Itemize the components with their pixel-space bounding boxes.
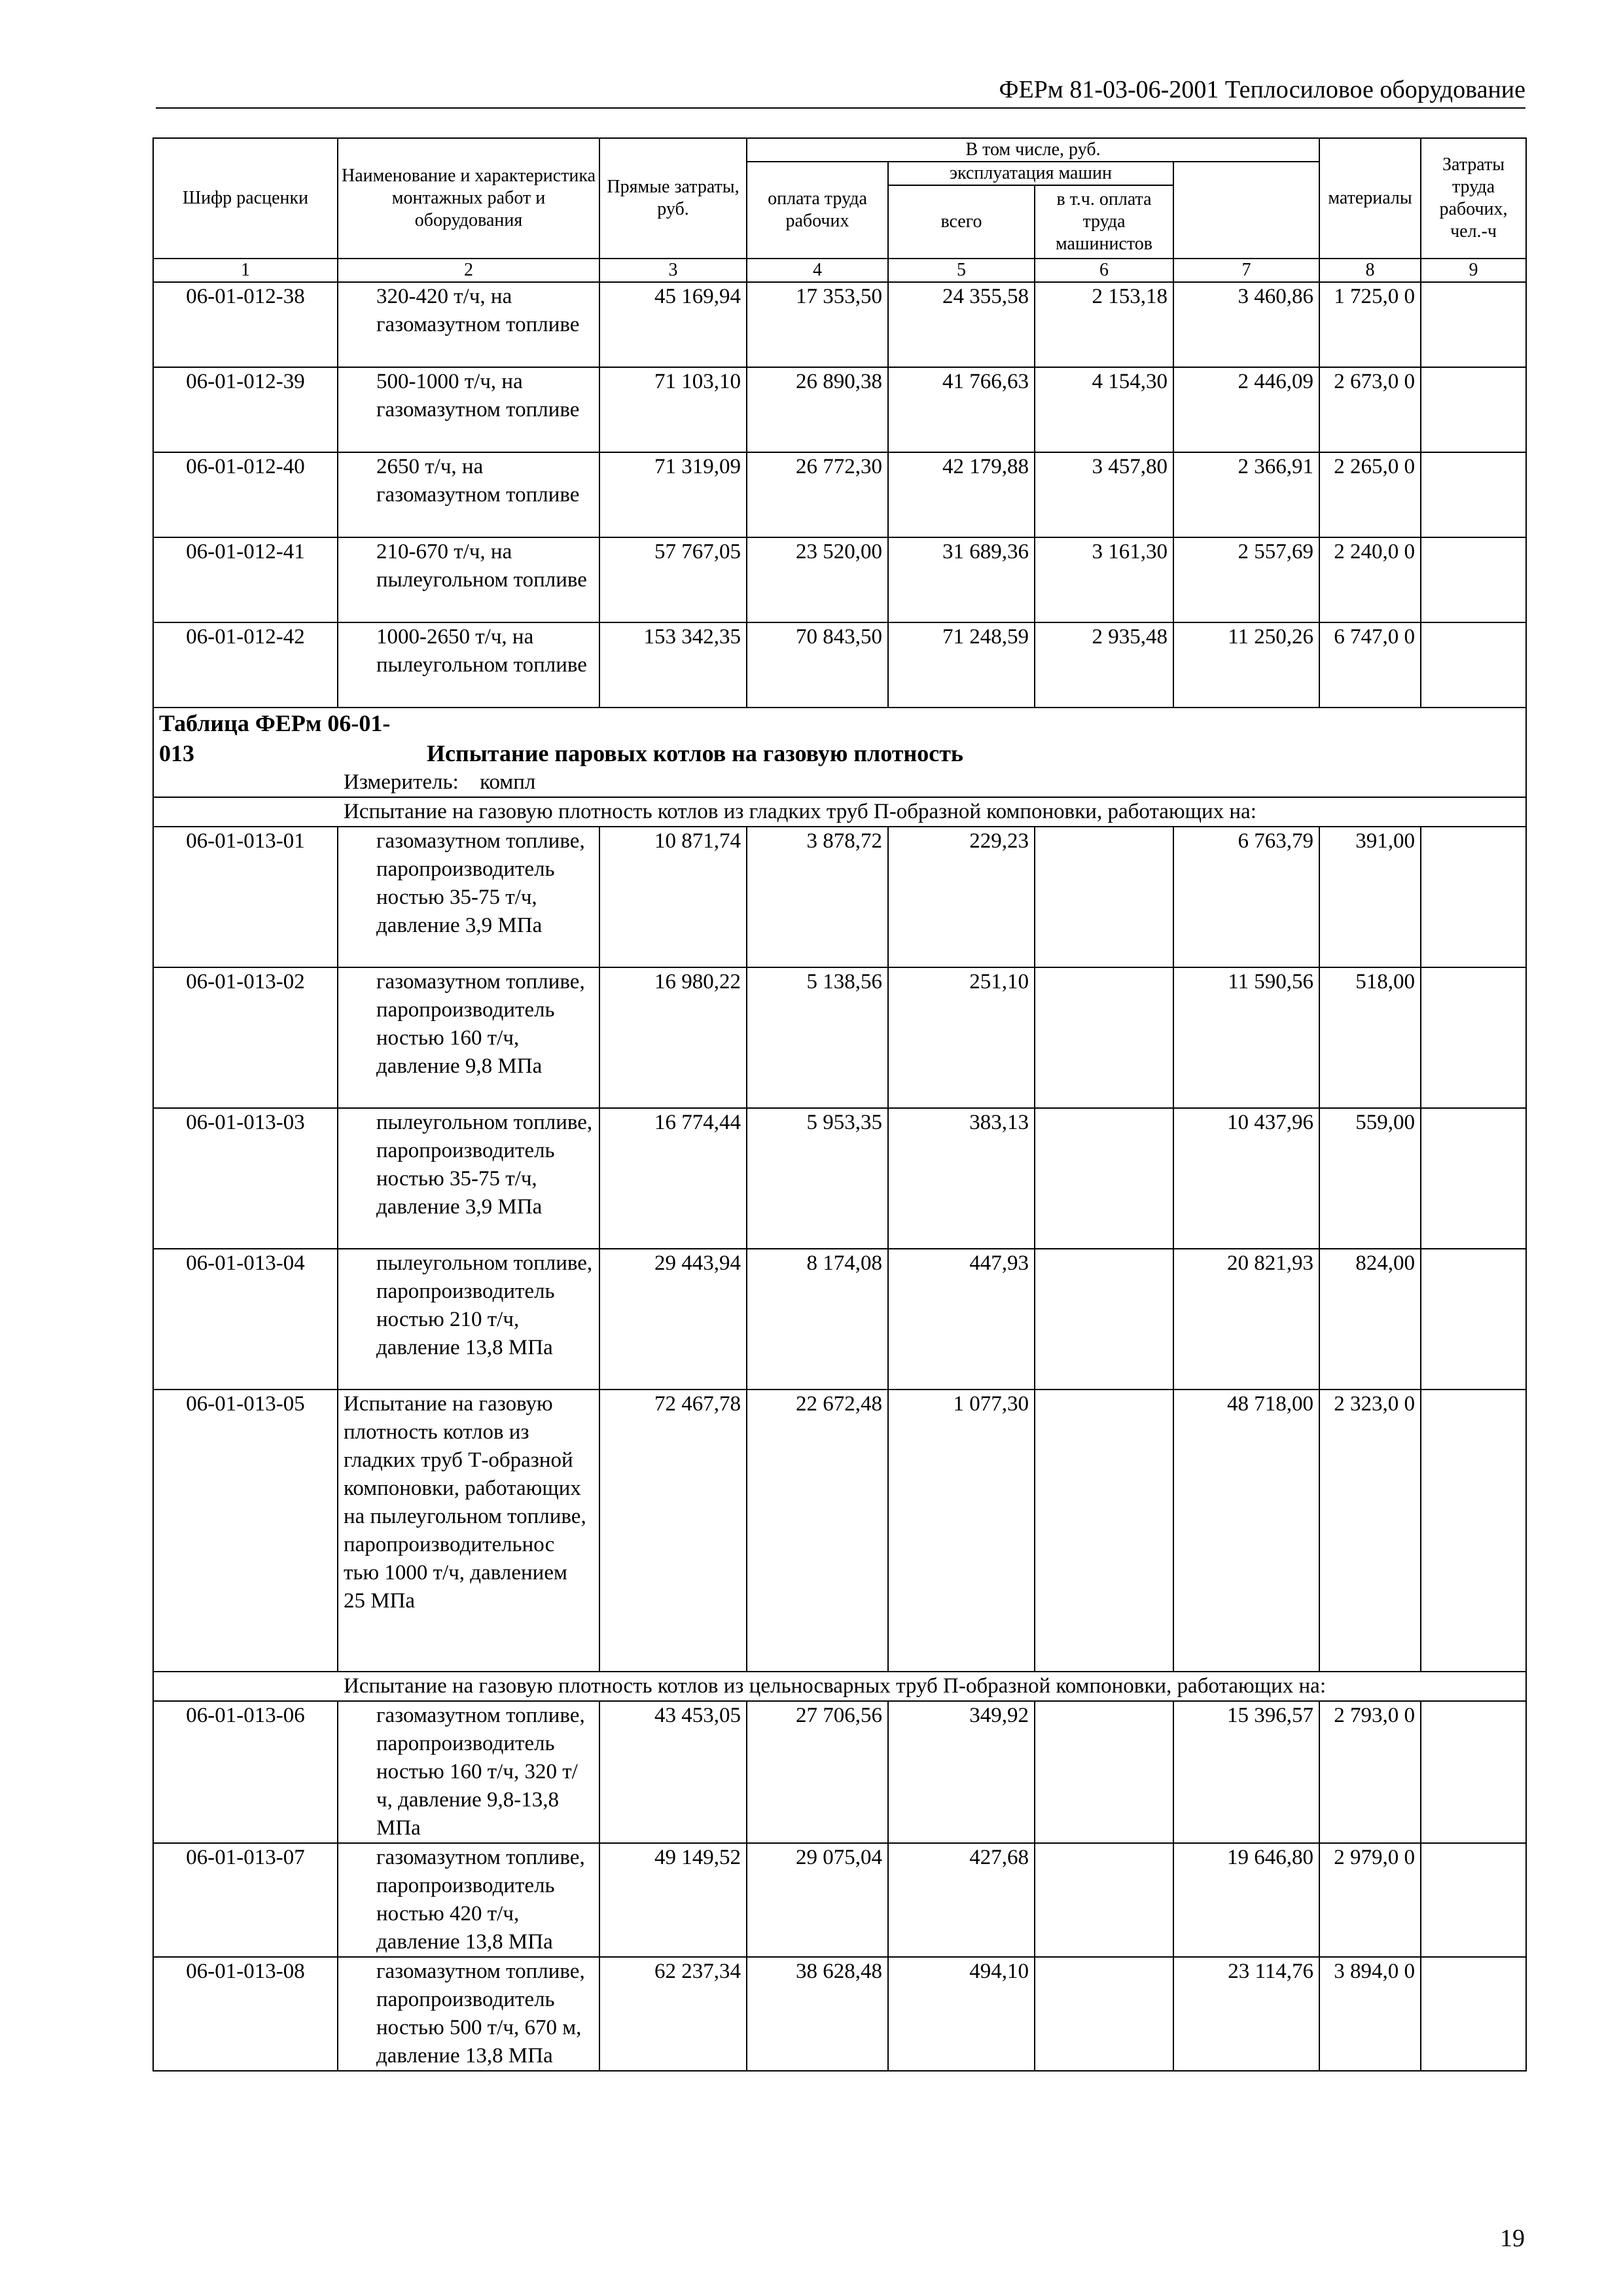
col-number: 7 bbox=[1173, 259, 1319, 282]
rate-code-cell: 06-01-013-07 bbox=[153, 1843, 338, 1957]
col-incl-header: В том числе, руб. bbox=[747, 138, 1319, 162]
wages-cell: 70 843,50 bbox=[747, 622, 888, 708]
direct-cost-cell: 71 319,09 bbox=[599, 452, 747, 537]
col-wages-header: оплата труда рабочих bbox=[747, 162, 888, 259]
machinist-wages-cell bbox=[1035, 1701, 1173, 1843]
rate-code-cell: 06-01-013-01 bbox=[153, 827, 338, 967]
rate-code-cell: 06-01-012-42 bbox=[153, 622, 338, 708]
mass-cell bbox=[1421, 537, 1526, 622]
materials-cell: 6 763,79 bbox=[1173, 827, 1319, 967]
labor-cell: 2 240,0 0 bbox=[1319, 537, 1421, 622]
mass-cell bbox=[1421, 967, 1526, 1108]
col-direct-header: Прямые затраты, руб. bbox=[599, 138, 747, 259]
direct-cost-cell: 16 980,22 bbox=[599, 967, 747, 1108]
meter-row bbox=[153, 768, 1526, 797]
col-code-header: Шифр расценки bbox=[153, 138, 338, 259]
machines-total-cell: 349,92 bbox=[888, 1701, 1035, 1843]
work-name-cell: газомазутном топливе, паропроизводитель ностью 160 т/ч, 320 т/ч, давление 9,8-13,8 МПа bbox=[338, 1701, 599, 1843]
machinist-wages-cell bbox=[1035, 1843, 1173, 1957]
work-name-cell: 500-1000 т/ч, на газомазутном топливе bbox=[338, 367, 599, 452]
table-row bbox=[153, 452, 1526, 537]
mass-cell bbox=[1421, 1957, 1526, 2071]
col-machines-header: эксплуатация машин bbox=[888, 162, 1173, 185]
direct-cost-cell: 45 169,94 bbox=[599, 282, 747, 367]
machinist-wages-cell: 3 457,80 bbox=[1035, 452, 1173, 537]
machines-total-cell: 251,10 bbox=[888, 967, 1035, 1108]
materials-cell: 20 821,93 bbox=[1173, 1249, 1319, 1390]
mass-cell bbox=[1421, 1701, 1526, 1843]
materials-cell: 10 437,96 bbox=[1173, 1108, 1319, 1249]
labor-cell: 824,00 bbox=[1319, 1249, 1421, 1390]
mass-cell bbox=[1421, 452, 1526, 537]
rate-code-cell: 06-01-013-06 bbox=[153, 1701, 338, 1843]
col-number: 3 bbox=[599, 259, 747, 282]
machinist-wages-cell bbox=[1035, 1249, 1173, 1390]
rate-code-cell: 06-01-013-04 bbox=[153, 1249, 338, 1390]
table-row bbox=[153, 1249, 1526, 1390]
mass-cell bbox=[1421, 827, 1526, 967]
work-name-cell: 320-420 т/ч, на газомазутном топливе bbox=[338, 282, 599, 367]
group-heading: Испытание на газовую плотность котлов из гладких труб П-образной компоновки, работающих на: bbox=[153, 797, 1526, 827]
table-row bbox=[153, 1390, 1526, 1672]
mass-cell bbox=[1421, 1249, 1526, 1390]
materials-cell: 48 718,00 bbox=[1173, 1390, 1319, 1672]
mass-cell bbox=[1421, 1390, 1526, 1672]
direct-cost-cell: 43 453,05 bbox=[599, 1701, 747, 1843]
direct-cost-cell: 10 871,74 bbox=[599, 827, 747, 967]
labor-cell: 1 725,0 0 bbox=[1319, 282, 1421, 367]
machines-total-cell: 447,93 bbox=[888, 1249, 1035, 1390]
col-machinist-header: в т.ч. оплата труда машинистов bbox=[1035, 185, 1173, 259]
labor-cell: 2 673,0 0 bbox=[1319, 367, 1421, 452]
materials-cell: 19 646,80 bbox=[1173, 1843, 1319, 1957]
labor-cell: 3 894,0 0 bbox=[1319, 1957, 1421, 2071]
materials-cell: 11 250,26 bbox=[1173, 622, 1319, 708]
machinist-wages-cell bbox=[1035, 1957, 1173, 2071]
machinist-wages-cell: 4 154,30 bbox=[1035, 367, 1173, 452]
machinist-wages-cell bbox=[1035, 1390, 1173, 1672]
labor-cell: 2 265,0 0 bbox=[1319, 452, 1421, 537]
rate-code-cell: 06-01-012-38 bbox=[153, 282, 338, 367]
materials-cell: 2 446,09 bbox=[1173, 367, 1319, 452]
mass-cell bbox=[1421, 622, 1526, 708]
machines-total-cell: 42 179,88 bbox=[888, 452, 1035, 537]
materials-cell: 11 590,56 bbox=[1173, 967, 1319, 1108]
direct-cost-cell: 29 443,94 bbox=[599, 1249, 747, 1390]
mass-cell bbox=[1421, 1843, 1526, 1957]
work-name-cell: 210-670 т/ч, на пылеугольном топливе bbox=[338, 537, 599, 622]
labor-cell: 6 747,0 0 bbox=[1319, 622, 1421, 708]
direct-cost-cell: 16 774,44 bbox=[599, 1108, 747, 1249]
wages-cell: 27 706,56 bbox=[747, 1701, 888, 1843]
wages-cell: 22 672,48 bbox=[747, 1390, 888, 1672]
direct-cost-cell: 57 767,05 bbox=[599, 537, 747, 622]
labor-cell: 559,00 bbox=[1319, 1108, 1421, 1249]
col-total-header: всего bbox=[888, 185, 1035, 259]
work-name-cell: пылеугольном топливе, паропроизводитель ностью 210 т/ч, давление 13,8 МПа bbox=[338, 1249, 599, 1390]
table-row bbox=[153, 1108, 1526, 1249]
wages-cell: 26 890,38 bbox=[747, 367, 888, 452]
machinist-wages-cell bbox=[1035, 967, 1173, 1108]
machines-total-cell: 1 077,30 bbox=[888, 1390, 1035, 1672]
wages-cell: 3 878,72 bbox=[747, 827, 888, 967]
rate-code-cell: 06-01-012-41 bbox=[153, 537, 338, 622]
machines-total-cell: 494,10 bbox=[888, 1957, 1035, 2071]
wages-cell: 38 628,48 bbox=[747, 1957, 888, 2071]
work-name-cell: 2650 т/ч, на газомазутном топливе bbox=[338, 452, 599, 537]
table-row bbox=[153, 967, 1526, 1108]
materials-cell: 3 460,86 bbox=[1173, 282, 1319, 367]
rate-code-cell: 06-01-012-40 bbox=[153, 452, 338, 537]
rate-code-cell: 06-01-013-08 bbox=[153, 1957, 338, 2071]
work-name-cell: пылеугольном топливе, паропроизводитель ностью 35-75 т/ч, давление 3,9 МПа bbox=[338, 1108, 599, 1249]
wages-cell: 23 520,00 bbox=[747, 537, 888, 622]
wages-cell: 26 772,30 bbox=[747, 452, 888, 537]
mass-cell bbox=[1421, 282, 1526, 367]
machinist-wages-cell: 3 161,30 bbox=[1035, 537, 1173, 622]
col-number: 6 bbox=[1035, 259, 1173, 282]
machinist-wages-cell bbox=[1035, 827, 1173, 967]
direct-cost-cell: 62 237,34 bbox=[599, 1957, 747, 2071]
machines-total-cell: 31 689,36 bbox=[888, 537, 1035, 622]
machines-total-cell: 427,68 bbox=[888, 1843, 1035, 1957]
rate-code-cell: 06-01-012-39 bbox=[153, 367, 338, 452]
table-title bbox=[153, 708, 1526, 768]
table-row bbox=[153, 1701, 1526, 1843]
materials-cell: 2 557,69 bbox=[1173, 537, 1319, 622]
labor-cell: 391,00 bbox=[1319, 827, 1421, 967]
table-row bbox=[153, 827, 1526, 967]
wages-cell: 17 353,50 bbox=[747, 282, 888, 367]
meter-unit: компл bbox=[480, 770, 536, 794]
col-number: 1 bbox=[153, 259, 338, 282]
table-row bbox=[153, 282, 1526, 367]
col-number: 4 bbox=[747, 259, 888, 282]
col-number: 8 bbox=[1319, 259, 1421, 282]
col-name-header: Наименование и характеристика монтажных работ и оборудования bbox=[338, 138, 599, 259]
col-labor-header: Затраты труда рабочих, чел.-ч bbox=[1421, 138, 1526, 259]
direct-cost-cell: 72 467,78 bbox=[599, 1390, 747, 1672]
table-row bbox=[153, 622, 1526, 708]
meter-label: Измеритель: bbox=[344, 770, 459, 794]
group-heading: Испытание на газовую плотность котлов из цельносварных труб П-образной компоновки, работающих на: bbox=[153, 1672, 1526, 1701]
table-row bbox=[153, 367, 1526, 452]
running-header: ФЕРм 81-03-06-2001 Теплосиловое оборудование bbox=[156, 72, 1525, 109]
work-name-cell: газомазутном топливе, паропроизводитель ностью 500 т/ч, 670 м, давление 13,8 МПа bbox=[338, 1957, 599, 2071]
wages-cell: 5 953,35 bbox=[747, 1108, 888, 1249]
machines-total-cell: 24 355,58 bbox=[888, 282, 1035, 367]
machines-total-cell: 383,13 bbox=[888, 1108, 1035, 1249]
machinist-wages-cell bbox=[1035, 1108, 1173, 1249]
labor-cell: 2 979,0 0 bbox=[1319, 1843, 1421, 1957]
col-number: 2 bbox=[338, 259, 599, 282]
mass-cell bbox=[1421, 1108, 1526, 1249]
work-name-cell: газомазутном топливе, паропроизводитель ностью 420 т/ч, давление 13,8 МПа bbox=[338, 1843, 599, 1957]
rate-code-cell: 06-01-013-02 bbox=[153, 967, 338, 1108]
wages-cell: 5 138,56 bbox=[747, 967, 888, 1108]
machines-total-cell: 41 766,63 bbox=[888, 367, 1035, 452]
machinist-wages-cell: 2 935,48 bbox=[1035, 622, 1173, 708]
col-materials-header: материалы bbox=[1319, 138, 1421, 259]
wages-cell: 29 075,04 bbox=[747, 1843, 888, 1957]
materials-cell: 23 114,76 bbox=[1173, 1957, 1319, 2071]
materials-cell: 2 366,91 bbox=[1173, 452, 1319, 537]
labor-cell: 518,00 bbox=[1319, 967, 1421, 1108]
price-table bbox=[152, 137, 1527, 2072]
table-heading: Испытание паровых котлов на газовую плотность bbox=[427, 740, 963, 766]
direct-cost-cell: 153 342,35 bbox=[599, 622, 747, 708]
col-number: 9 bbox=[1421, 259, 1526, 282]
labor-cell: 2 323,0 0 bbox=[1319, 1390, 1421, 1672]
direct-cost-cell: 71 103,10 bbox=[599, 367, 747, 452]
col-number: 5 bbox=[888, 259, 1035, 282]
work-name-cell: 1000-2650 т/ч, на пылеугольном топливе bbox=[338, 622, 599, 708]
labor-cell: 2 793,0 0 bbox=[1319, 1701, 1421, 1843]
table-row bbox=[153, 537, 1526, 622]
machines-total-cell: 71 248,59 bbox=[888, 622, 1035, 708]
mass-cell bbox=[1421, 367, 1526, 452]
work-name-cell: Испытание на газовую плотность котлов из гладких труб Т-образной компоновки, работающих на пылеугольном топливе, паропроизводительнос тью 1000 т/ч, давлением 25 МПа bbox=[338, 1390, 599, 1672]
table-row bbox=[153, 1843, 1526, 1957]
wages-cell: 8 174,08 bbox=[747, 1249, 888, 1390]
rate-code-cell: 06-01-013-03 bbox=[153, 1108, 338, 1249]
table-row bbox=[153, 1957, 1526, 2071]
table-label: Таблица ФЕРм 06-01-013 bbox=[159, 710, 391, 766]
page-number: 19 bbox=[1500, 2225, 1525, 2252]
work-name-cell: газомазутном топливе, паропроизводитель ностью 160 т/ч, давление 9,8 МПа bbox=[338, 967, 599, 1108]
machinist-wages-cell: 2 153,18 bbox=[1035, 282, 1173, 367]
work-name-cell: газомазутном топливе, паропроизводитель ностью 35-75 т/ч, давление 3,9 МПа bbox=[338, 827, 599, 967]
machines-total-cell: 229,23 bbox=[888, 827, 1035, 967]
direct-cost-cell: 49 149,52 bbox=[599, 1843, 747, 1957]
materials-cell: 15 396,57 bbox=[1173, 1701, 1319, 1843]
rate-code-cell: 06-01-013-05 bbox=[153, 1390, 338, 1672]
